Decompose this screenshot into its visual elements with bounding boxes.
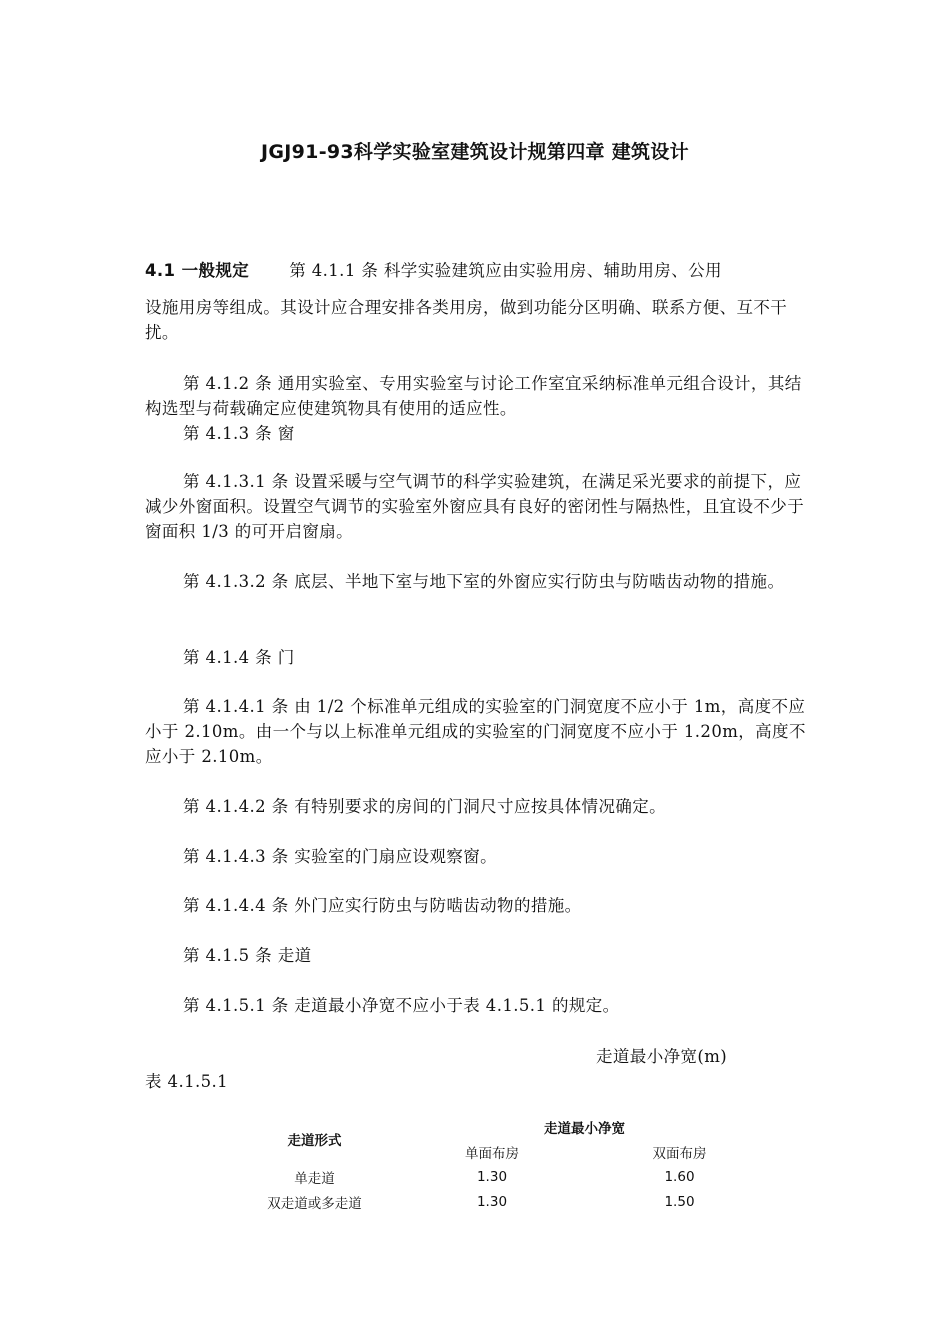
section-heading: 4.1 一般规定 [145,261,250,280]
article-4-1-4-1: 第 4.1.4.1 条 由 1/2 个标准单元组成的实验室的门洞宽度不应小于 1m，高度不应小于 2.10m。由一个与以上标准单元组成的实验室的门洞宽度不应小于 1.20m，高度不应小于 2.10m。 [145,697,806,766]
cell-double: 1.50 [664,1193,695,1210]
cell-single: 1.30 [476,1193,508,1210]
article-4-1-4-3: 第 4.1.4.3 条 实验室的门扇应设观察窗。 [183,847,498,866]
article-4-1-3-2: 第 4.1.3.2 条 底层、半地下室与地下室的外窗应实行防虫与防啮齿动物的措施。 [183,572,785,591]
header-corridor-form: 走道形式 [287,1133,342,1149]
article-4-1-4: 第 4.1.4 条 门 [183,648,295,667]
article-4-1-3-1: 第 4.1.3.1 条 设置采暖与空气调节的科学实验建筑，在满足采光要求的前提下，应减少外窗面积。设置空气调节的实验室外窗应具有良好的密闭性与隔热性，且宜设不少于窗面积 1/3 的可开启窗扇。 [145,472,805,541]
article-4-1-1-start: 第 4.1.1 条 科学实验建筑应由实验用房、辅助用房、公用 [289,261,722,280]
article-4-1-2: 第 4.1.2 条 通用实验室、专用实验室与讨论工作室宜采纳标准单元组合设计，其结构选型与荷载确定应使建筑物具有使用的适应性。 [145,374,802,418]
article-4-1-4-2: 第 4.1.4.2 条 有特别要求的房间的门洞尺寸应按具体情况确定。 [183,797,667,816]
table-row [232,1164,772,1189]
article-4-1-5-1: 第 4.1.5.1 条 走道最小净宽不应小于表 4.1.5.1 的规定。 [183,996,620,1015]
table-unit-caption: 走道最小净宽(m) [596,1047,728,1066]
header-single-side: 单面布房 [465,1145,519,1162]
section-intro [145,258,807,345]
table-row [232,1189,772,1214]
article-4-1-5: 第 4.1.5 条 走道 [183,946,312,965]
document-title: JGJ91-93科学实验室建筑设计规第四章 建筑设计 [261,141,689,163]
article-4-1-1-rest: 设施用房等组成。其设计应合理安排各类用房，做到功能分区明确、联系方便、互不干扰。 [145,298,788,342]
cell-form: 双走道或多走道 [267,1195,362,1212]
cell-form: 单走道 [294,1170,335,1187]
table-number-caption: 表 4.1.5.1 [145,1072,229,1091]
header-min-width: 走道最小净宽 [544,1120,625,1137]
article-4-1-4-4: 第 4.1.4.4 条 外门应实行防虫与防啮齿动物的措施。 [183,896,582,915]
cell-single: 1.30 [476,1168,508,1185]
article-4-1-3: 第 4.1.3 条 窗 [183,424,295,443]
header-double-side: 双面布房 [652,1145,707,1162]
cell-double: 1.60 [664,1168,695,1185]
table-header-row [232,1114,772,1139]
section-first-line [145,258,807,283]
corridor-width-table [232,1114,772,1214]
